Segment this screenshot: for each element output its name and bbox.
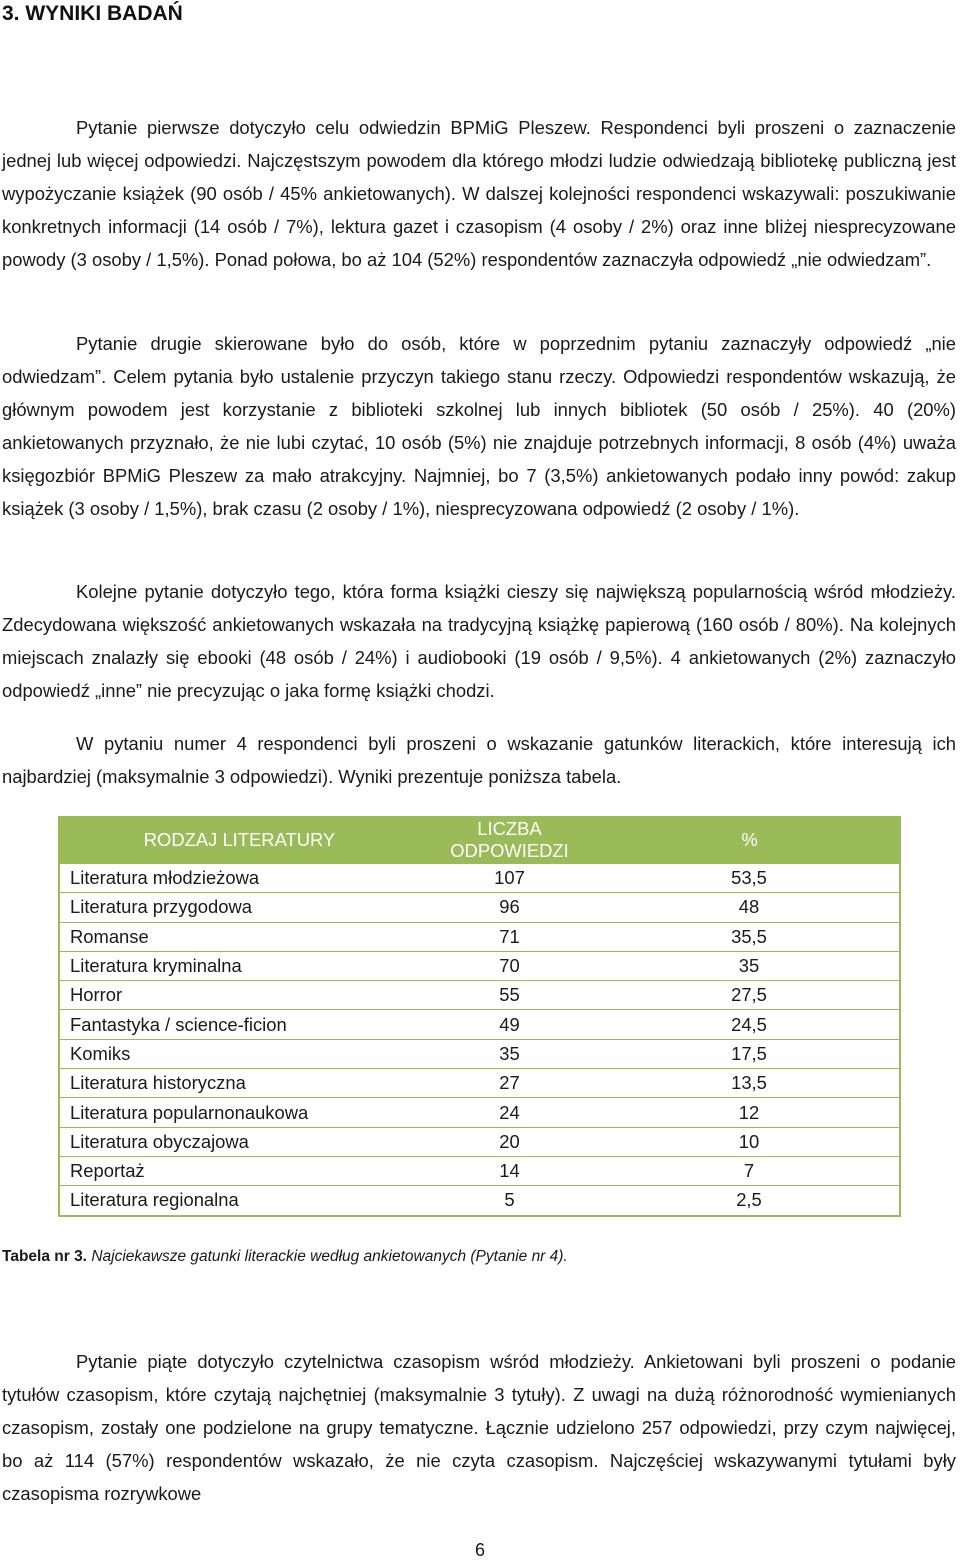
cell-genre: Literatura kryminalna xyxy=(59,951,420,980)
cell-count: 107 xyxy=(420,863,599,893)
cell-genre: Reportaż xyxy=(59,1156,420,1185)
cell-percent: 12 xyxy=(599,1098,900,1127)
cell-genre: Fantastyka / science-ficion xyxy=(59,1010,420,1039)
cell-count: 70 xyxy=(420,951,599,980)
table-row xyxy=(59,893,900,922)
cell-count: 96 xyxy=(420,893,599,922)
cell-genre: Literatura przygodowa xyxy=(59,893,420,922)
cell-percent: 27,5 xyxy=(599,981,900,1010)
cell-genre: Literatura popularnonaukowa xyxy=(59,1098,420,1127)
table-row xyxy=(59,981,900,1010)
cell-percent: 24,5 xyxy=(599,1010,900,1039)
cell-percent: 7 xyxy=(599,1156,900,1185)
literature-genres-table xyxy=(58,816,901,1217)
table-row xyxy=(59,1127,900,1156)
caption-label: Tabela nr 3. xyxy=(2,1248,87,1265)
cell-genre: Literatura historyczna xyxy=(59,1069,420,1098)
paragraph-question-3: Kolejne pytanie dotyczyło tego, która forma książki cieszy się największą popularnością wśród młodzieży. Zdecydowana większość ankietowanych wskazała na tradycyjną książkę papierową (160 osób / 80%). Na kolejnych miejscach znalazły się ebooki (48 osób / 24%) i audiobooki (19 osób / 9,5%). 4 ankietowanych (2%) zaznaczyło odpowiedź „inne” nie precyzując o jaka formę książki chodzi. xyxy=(2,581,956,701)
header-percent: % xyxy=(599,817,900,863)
table-row xyxy=(59,1010,900,1039)
header-count: LICZBA ODPOWIEDZI xyxy=(420,817,599,863)
cell-genre: Komiks xyxy=(59,1039,420,1068)
cell-count: 20 xyxy=(420,1127,599,1156)
cell-count: 5 xyxy=(420,1186,599,1216)
cell-count: 49 xyxy=(420,1010,599,1039)
page-number: 6 xyxy=(474,1540,485,1560)
table-row xyxy=(59,1039,900,1068)
paragraph-question-1: Pytanie pierwsze dotyczyło celu odwiedzin BPMiG Pleszew. Respondenci byli proszeni o zaznaczenie jednej lub więcej odpowiedzi. Najczęstszym powodem dla którego młodzi ludzie odwiedzają bibliotekę publiczną jest wypożyczanie książek (90 osób / 45% ankietowanych). W dalszej kolejności respondenci wskazywali: poszukiwanie konkretnych informacji (14 osób / 7%), lektura gazet i czasopism (4 osoby / 2%) oraz inne bliżej niesprecyzowane powody (3 osoby / 1,5%). Ponad połowa, bo aż 104 (52%) respondentów zaznaczyła odpowiedź „nie odwiedzam”. xyxy=(2,117,956,270)
cell-percent: 13,5 xyxy=(599,1069,900,1098)
cell-percent: 53,5 xyxy=(599,863,900,893)
paragraph-question-2: Pytanie drugie skierowane było do osób, które w poprzednim pytaniu zaznaczyły odpowiedź „nie odwiedzam”. Celem pytania było ustalenie przyczyn takiego stanu rzeczy. Odpowiedzi respondentów wskazują, że głównym powodem jest korzystanie z biblioteki szkolnej lub innych bibliotek (50 osób / 25%). 40 (20%) ankietowanych przyznało, że nie lubi czytać, 10 osób (5%) nie znajduje potrzebnych informacji, 8 osób (4%) uważa księgozbiór BPMiG Pleszew za mało atrakcyjny. Najmniej, bo 7 (3,5%) ankietowanych podało inny powód: zakup książek (3 osoby / 1,5%), brak czasu (2 osoby / 1%), niesprecyzowana odpowiedź (2 osoby / 1%). xyxy=(2,333,956,519)
cell-genre: Literatura młodzieżowa xyxy=(59,863,420,893)
cell-percent: 10 xyxy=(599,1127,900,1156)
cell-percent: 35,5 xyxy=(599,922,900,951)
cell-percent: 17,5 xyxy=(599,1039,900,1068)
cell-percent: 2,5 xyxy=(599,1186,900,1216)
table-body xyxy=(59,863,900,1216)
cell-genre: Literatura obyczajowa xyxy=(59,1127,420,1156)
table-header-row xyxy=(59,817,900,863)
cell-count: 55 xyxy=(420,981,599,1010)
table-caption xyxy=(2,1248,568,1266)
cell-genre: Literatura regionalna xyxy=(59,1186,420,1216)
cell-genre: Romanse xyxy=(59,922,420,951)
cell-percent: 35 xyxy=(599,951,900,980)
table-row xyxy=(59,1069,900,1098)
paragraph-question-4: W pytaniu numer 4 respondenci byli proszeni o wskazanie gatunków literackich, które interesują ich najbardziej (maksymalnie 3 odpowiedzi). Wyniki prezentuje poniższa tabela. xyxy=(2,733,956,787)
table-row xyxy=(59,1098,900,1127)
cell-count: 71 xyxy=(420,922,599,951)
section-heading: 3. WYNIKI BADAŃ xyxy=(2,2,183,25)
table-row xyxy=(59,922,900,951)
table-row xyxy=(59,1186,900,1216)
cell-count: 24 xyxy=(420,1098,599,1127)
cell-count: 14 xyxy=(420,1156,599,1185)
table-row xyxy=(59,1156,900,1185)
cell-count: 27 xyxy=(420,1069,599,1098)
header-genre: RODZAJ LITERATURY xyxy=(59,817,420,863)
paragraph-question-5: Pytanie piąte dotyczyło czytelnictwa czasopism wśród młodzieży. Ankietowani byli proszeni o podanie tytułów czasopism, które czytają najchętniej (maksymalnie 3 tytuły). Z uwagi na dużą różnorodność wymienianych czasopism, zostały one podzielone na grupy tematyczne. Łącznie udzielono 257 odpowiedzi, przy czym najwięcej, bo aż 114 (57%) respondentów wskazało, że nie czyta czasopism. Najczęściej wskazywanymi tytułami były czasopisma rozrywkowe xyxy=(2,1351,956,1504)
cell-count: 35 xyxy=(420,1039,599,1068)
table-row xyxy=(59,863,900,893)
table-row xyxy=(59,951,900,980)
caption-text: Najciekawsze gatunki literackie według ankietowanych (Pytanie nr 4). xyxy=(91,1248,568,1265)
cell-genre: Horror xyxy=(59,981,420,1010)
cell-percent: 48 xyxy=(599,893,900,922)
